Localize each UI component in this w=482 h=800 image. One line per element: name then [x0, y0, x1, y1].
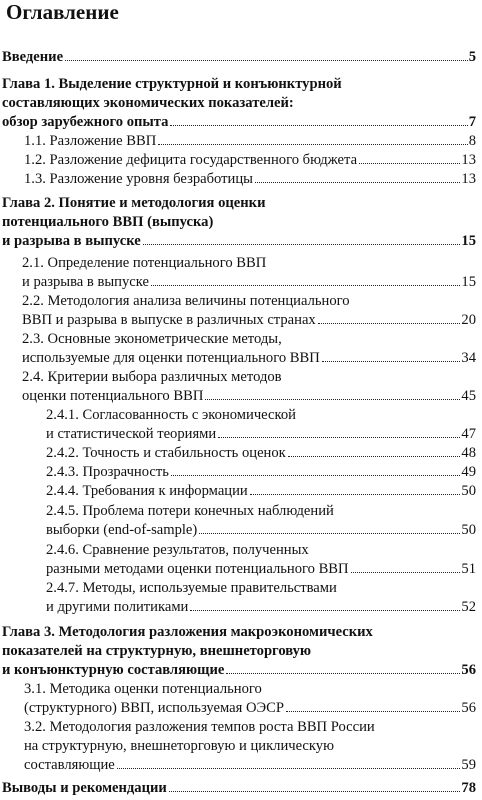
entry-page: 7: [468, 114, 476, 130]
toc-entry-3-2-line-2[interactable]: на структурную, внешнеторговую и циклическую: [24, 738, 334, 754]
dot-leader: [318, 322, 461, 324]
toc-entry-2-1-line-1[interactable]: 2.1. Определение потенциального ВВП: [22, 255, 267, 271]
page-title: Оглавление: [6, 0, 119, 24]
entry-page: 34: [461, 350, 476, 366]
toc-entry-2-4-7[interactable]: [46, 599, 476, 616]
entry-page: 15: [461, 274, 476, 290]
chapter-3-title-line-2[interactable]: показателей на структурную, внешнеторговую: [2, 643, 312, 659]
dot-leader: [117, 767, 461, 769]
toc-entry-introduction[interactable]: [2, 49, 476, 66]
entry-label: (структурного) ВВП, используемая ОЭСР: [24, 700, 284, 716]
toc-entry-2-4[interactable]: [22, 388, 476, 405]
toc-entry-2-4-5-line-1[interactable]: 2.4.5. Проблема потери конечных наблюдений: [46, 503, 334, 519]
dot-leader: [190, 609, 460, 611]
entry-page: 56: [461, 700, 476, 716]
entry-page: 45: [461, 388, 476, 404]
entry-label: обзор зарубежного опыта: [2, 114, 169, 130]
entry-page: 78: [461, 780, 476, 796]
entry-label: и конъюнктурную составляющие: [2, 662, 225, 678]
entry-label: Введение: [2, 49, 64, 65]
dot-leader: [151, 284, 460, 286]
entry-page: 13: [461, 171, 476, 187]
toc-entry-2-4-line-1[interactable]: 2.4. Критерии выбора различных методов: [22, 369, 282, 385]
entry-page: 5: [468, 49, 476, 65]
toc-entry-chapter-1[interactable]: [2, 114, 476, 131]
entry-page: 50: [461, 483, 476, 499]
toc-entry-1-3[interactable]: [24, 171, 476, 188]
toc-entry-3-2-line-1[interactable]: 3.2. Методология разложения темпов роста ВВП России: [24, 719, 375, 735]
chapter-1-title-line-2[interactable]: составляющих экономических показателей:: [2, 95, 294, 111]
toc-entry-2-4-3[interactable]: [46, 464, 476, 481]
entry-label: 2.4.4. Требования к информации: [46, 483, 248, 499]
toc-entry-3-1-line-1[interactable]: 3.1. Методика оценки потенциального: [24, 681, 262, 697]
entry-label: выборки (end-of-sample): [46, 522, 198, 538]
entry-label: 1.3. Разложение уровня безработицы: [24, 171, 253, 187]
toc-entry-2-4-6[interactable]: [46, 561, 476, 578]
entry-page: 20: [461, 312, 476, 328]
toc-entry-chapter-3[interactable]: [2, 662, 476, 679]
toc-entry-2-4-6-line-1[interactable]: 2.4.6. Сравнение результатов, полученных: [46, 542, 309, 558]
dot-leader: [359, 162, 460, 164]
dot-leader: [255, 181, 460, 183]
toc-entry-2-4-7-line-1[interactable]: 2.4.7. Методы, используемые правительствами: [46, 580, 337, 596]
toc-entry-2-3-line-1[interactable]: 2.3. Основные эконометрические методы,: [22, 331, 282, 347]
entry-label: используемые для оценки потенциального ВВП: [22, 350, 320, 366]
entry-page: 59: [461, 757, 476, 773]
dot-leader: [169, 790, 461, 792]
entry-page: 8: [468, 133, 476, 149]
dot-leader: [171, 474, 461, 476]
entry-page: 52: [461, 599, 476, 615]
toc-entry-3-1[interactable]: [24, 700, 476, 717]
entry-label: 2.4.3. Прозрачность: [46, 464, 169, 480]
toc-entry-2-2-line-1[interactable]: 2.2. Методология анализа величины потенциального: [22, 293, 350, 309]
dot-leader: [158, 143, 467, 145]
dot-leader: [226, 672, 460, 674]
dot-leader: [205, 398, 460, 400]
dot-leader: [286, 710, 460, 712]
toc-entry-2-4-5[interactable]: [46, 522, 476, 539]
dot-leader: [351, 571, 461, 573]
entry-label: 1.1. Разложение ВВП: [24, 133, 157, 149]
toc-entry-1-2[interactable]: [24, 152, 476, 169]
toc-entry-2-4-2[interactable]: [46, 445, 476, 462]
toc-entry-2-4-1[interactable]: [46, 426, 476, 443]
entry-label: составляющие: [24, 757, 115, 773]
toc-entry-chapter-2[interactable]: [2, 233, 476, 250]
toc-entry-2-4-1-line-1[interactable]: 2.4.1. Согласованность с экономической: [46, 407, 296, 423]
dot-leader: [250, 493, 461, 495]
toc-entry-conclusions[interactable]: [2, 780, 476, 797]
entry-label: 1.2. Разложение дефицита государственного бюджета: [24, 152, 358, 168]
chapter-2-title-line-1[interactable]: Глава 2. Понятие и методология оценки: [2, 195, 266, 211]
entry-label: и разрыва в выпуске: [2, 233, 141, 249]
toc-entry-3-2[interactable]: [24, 757, 476, 774]
entry-label: и разрыва в выпуске: [22, 274, 149, 290]
chapter-2-title-line-2[interactable]: потенциального ВВП (выпуска): [2, 214, 214, 230]
toc-entry-1-1[interactable]: [24, 133, 476, 150]
entry-page: 56: [461, 662, 476, 678]
entry-label: Выводы и рекомендации: [2, 780, 167, 796]
dot-leader: [322, 360, 461, 362]
dot-leader: [288, 455, 461, 457]
toc-entry-2-2[interactable]: [22, 312, 476, 329]
entry-label: 2.4.2. Точность и стабильность оценок: [46, 445, 286, 461]
toc-entry-2-1[interactable]: [22, 274, 476, 291]
chapter-3-title-line-1[interactable]: Глава 3. Методология разложения макроэкономических: [2, 624, 373, 640]
dot-leader: [218, 436, 460, 438]
entry-page: 15: [461, 233, 476, 249]
entry-page: 48: [461, 445, 476, 461]
entry-label: разными методами оценки потенциального ВВП: [46, 561, 349, 577]
entry-label: ВВП и разрыва в выпуске в различных странах: [22, 312, 316, 328]
entry-page: 50: [461, 522, 476, 538]
entry-label: и статистической теориями: [46, 426, 217, 442]
toc-entry-2-4-4[interactable]: [46, 483, 476, 500]
dot-leader: [170, 124, 467, 126]
chapter-1-title-line-1[interactable]: Глава 1. Выделение структурной и конъюнктурной: [2, 76, 342, 92]
entry-page: 13: [461, 152, 476, 168]
entry-label: оценки потенциального ВВП: [22, 388, 204, 404]
dot-leader: [199, 532, 460, 534]
toc-entry-2-3[interactable]: [22, 350, 476, 367]
entry-page: 47: [461, 426, 476, 442]
entry-label: и другими политиками: [46, 599, 189, 615]
entry-page: 49: [461, 464, 476, 480]
entry-page: 51: [461, 561, 476, 577]
dot-leader: [143, 243, 461, 245]
dot-leader: [65, 59, 468, 61]
